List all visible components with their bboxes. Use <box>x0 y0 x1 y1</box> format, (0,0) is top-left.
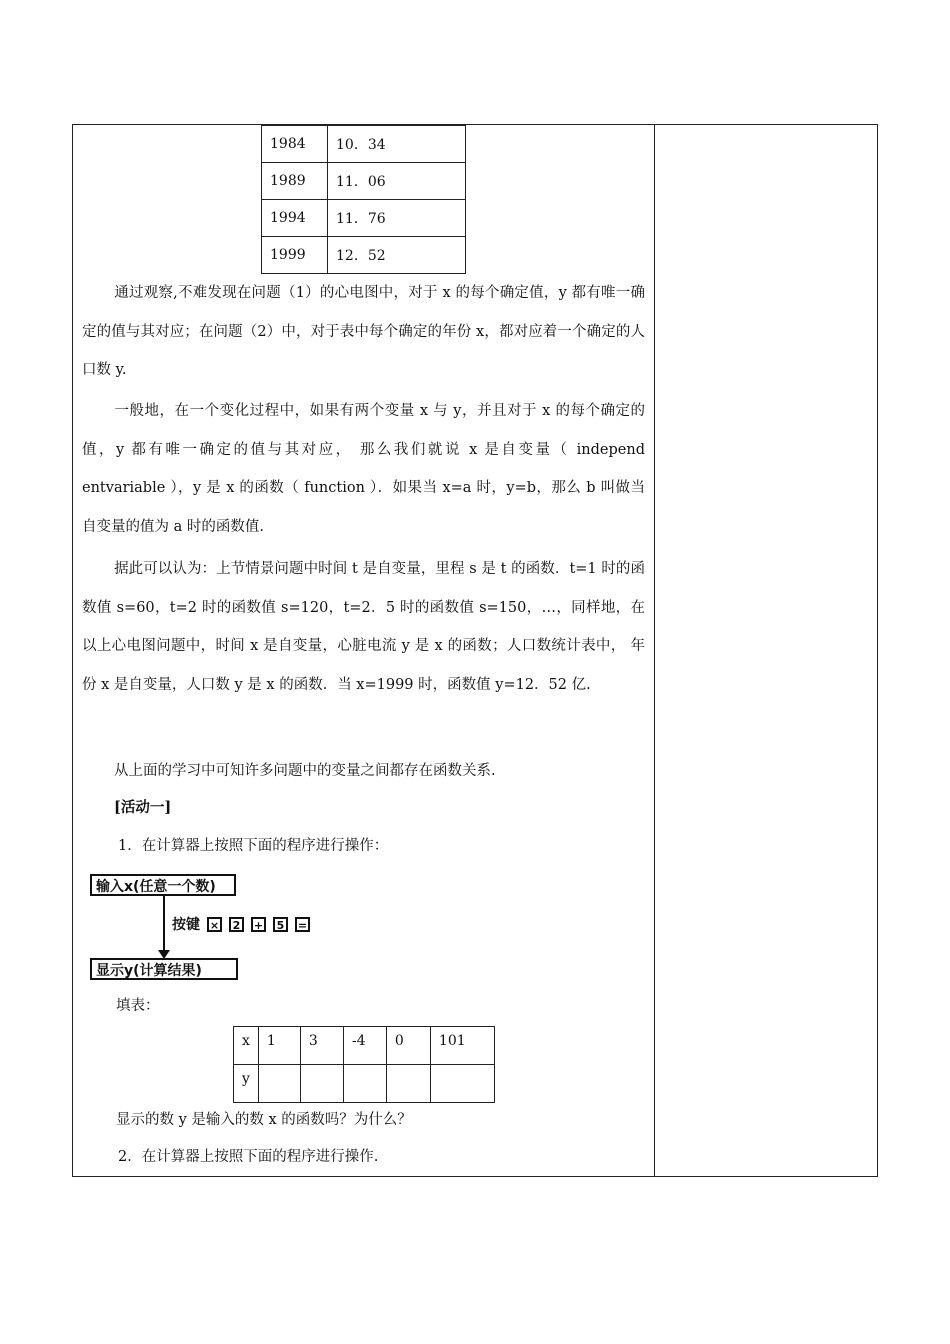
fill-table <box>233 1026 495 1103</box>
flow-keys <box>172 914 310 934</box>
function-question: 显示的数 y 是输入的数 x 的函数吗？为什么？ <box>116 1112 412 1128</box>
year-cell: 1984 <box>262 126 328 163</box>
paragraph-observation: 通过观察,不难发现在问题（1）的心电图中，对于 x 的每个确定值，y 都有唯一确定的值与其对应；在问题（2）中，对于表中每个确定的年份 x，都对应着一个确定的人口数 y. <box>82 285 645 378</box>
population-table <box>261 125 466 274</box>
x-value-cell: 0 <box>386 1027 430 1065</box>
plus-key-icon: + <box>251 917 266 932</box>
activity-step-2: 2．在计算器上按照下面的程序进行操作. <box>118 1149 379 1165</box>
table-row <box>262 200 466 237</box>
y-value-cell[interactable] <box>300 1065 343 1103</box>
activity-step-1: 1．在计算器上按照下面的程序进行操作： <box>118 838 389 854</box>
year-cell: 1989 <box>262 163 328 200</box>
paragraph-conclusion: 从上面的学习中可知许多问题中的变量之间都存在函数关系. <box>114 763 496 779</box>
y-value-cell[interactable] <box>343 1065 386 1103</box>
year-cell: 1994 <box>262 200 328 237</box>
calculator-flowchart <box>90 870 340 985</box>
two-key-icon: 2 <box>229 917 244 932</box>
column-divider <box>654 124 655 1177</box>
fill-table-label: 填表： <box>116 998 160 1014</box>
activity-heading: [活动一] <box>114 799 172 816</box>
x-header-cell: x <box>234 1027 259 1065</box>
flow-arrow-stem <box>163 896 165 952</box>
table-row <box>262 237 466 274</box>
table-row <box>262 126 466 163</box>
flow-input-box: 输入x(任意一个数) <box>90 874 236 896</box>
y-value-cell[interactable] <box>386 1065 430 1103</box>
paragraph-definition: 一般地，在一个变化过程中，如果有两个变量 x 与 y，并且对于 x 的每个确定的值，y 都有唯一确定的值与其对应， 那么我们就说 x 是自变量（ independ entvariable ），y 是 x 的函数（ function ）．如果当 x=a 时，y=b，那么 b 叫做当自变量的值为 a 时的函数值. <box>82 403 645 535</box>
population-cell: 12．52 <box>328 237 466 274</box>
multiply-key-icon: × <box>207 917 222 932</box>
five-key-icon: 5 <box>273 917 288 932</box>
x-value-cell: 101 <box>430 1027 494 1065</box>
x-value-cell: 1 <box>258 1027 300 1065</box>
year-cell: 1999 <box>262 237 328 274</box>
flow-output-box: 显示y(计算结果) <box>90 958 238 980</box>
paragraph-examples: 据此可以认为：上节情景问题中时间 t 是自变量，里程 s 是 t 的函数．t=1 时的函数值 s=60，t=2 时的函数值 s=120，t=2．5 时的函数值 s=150，…，同样地，在以上心电图问题中，时间 x 是自变量，心脏电流 y 是 x 的函数；人口数统计表中， 年份 x 是自变量，人口数 y 是 x 的函数．当 x=1999 时，函数值 y=12．52 亿. <box>82 561 645 693</box>
y-value-cell[interactable] <box>258 1065 300 1103</box>
flow-keys-label: 按键 <box>172 917 200 933</box>
table-row <box>234 1027 495 1065</box>
population-cell: 10．34 <box>328 126 466 163</box>
population-cell: 11．76 <box>328 200 466 237</box>
x-value-cell: -4 <box>343 1027 386 1065</box>
table-row <box>262 163 466 200</box>
y-header-cell: y <box>234 1065 259 1103</box>
table-row <box>234 1065 495 1103</box>
y-value-cell[interactable] <box>430 1065 494 1103</box>
x-value-cell: 3 <box>300 1027 343 1065</box>
equals-key-icon: = <box>295 917 310 932</box>
population-cell: 11．06 <box>328 163 466 200</box>
